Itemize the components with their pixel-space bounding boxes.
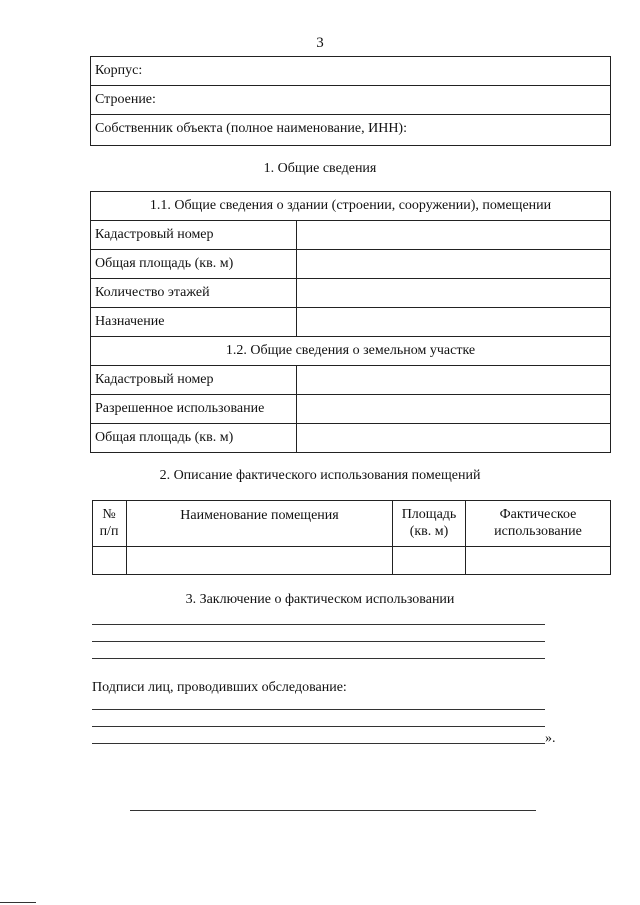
page-number: 3 [316,35,324,51]
building-floors-label: Количество этажей [95,285,210,300]
col-name-header: Наименование помещения [180,508,339,523]
row-divider [90,85,611,86]
signatures-label: Подписи лиц, проводивших обследование: [92,680,347,695]
closing-quote: ». [545,731,556,746]
signature-line [92,726,545,727]
conclusion-line [92,624,545,625]
building-header: 1.1. Общие сведения о здании (строении, сооружении), помещении [149,198,552,213]
land-header: 1.2. Общие сведения о земельном участке [225,343,476,358]
footer-separator [130,810,536,811]
land-cadastral-label: Кадастровый номер [95,372,214,387]
col-number-header: № п/п [99,507,119,539]
land-area-label: Общая площадь (кв. м) [95,430,234,445]
building-area-label: Общая площадь (кв. м) [95,256,234,271]
col-usage-header: Фактическое использование [494,507,582,539]
col-area-header: Площадь (кв. м) [401,507,457,539]
row-divider [90,336,611,337]
row-divider [90,365,611,366]
column-divider [392,500,393,575]
signature-line [92,743,545,744]
section3-title: 3. Заключение о фактическом использовании [185,592,455,607]
row-divider [90,423,611,424]
column-divider [296,365,297,453]
column-divider [296,220,297,336]
korpus-label: Корпус: [95,63,143,78]
conclusion-line [92,641,545,642]
stroenie-label: Строение: [95,92,156,107]
section2-title: 2. Описание фактического использования помещений [159,468,481,483]
row-divider [90,220,611,221]
row-divider [90,114,611,115]
land-usage-label: Разрешенное использование [95,401,265,416]
building-cadastral-label: Кадастровый номер [95,227,214,242]
corner-mark [0,902,36,903]
row-divider [90,307,611,308]
section1-title: 1. Общие сведения [263,161,377,176]
row-divider [90,394,611,395]
signature-line [92,709,545,710]
building-purpose-label: Назначение [95,314,165,329]
conclusion-line [92,658,545,659]
owner-label: Собственник объекта (полное наименование, ИНН): [95,121,407,136]
row-divider [90,278,611,279]
row-divider [92,546,611,547]
column-divider [465,500,466,575]
row-divider [90,249,611,250]
